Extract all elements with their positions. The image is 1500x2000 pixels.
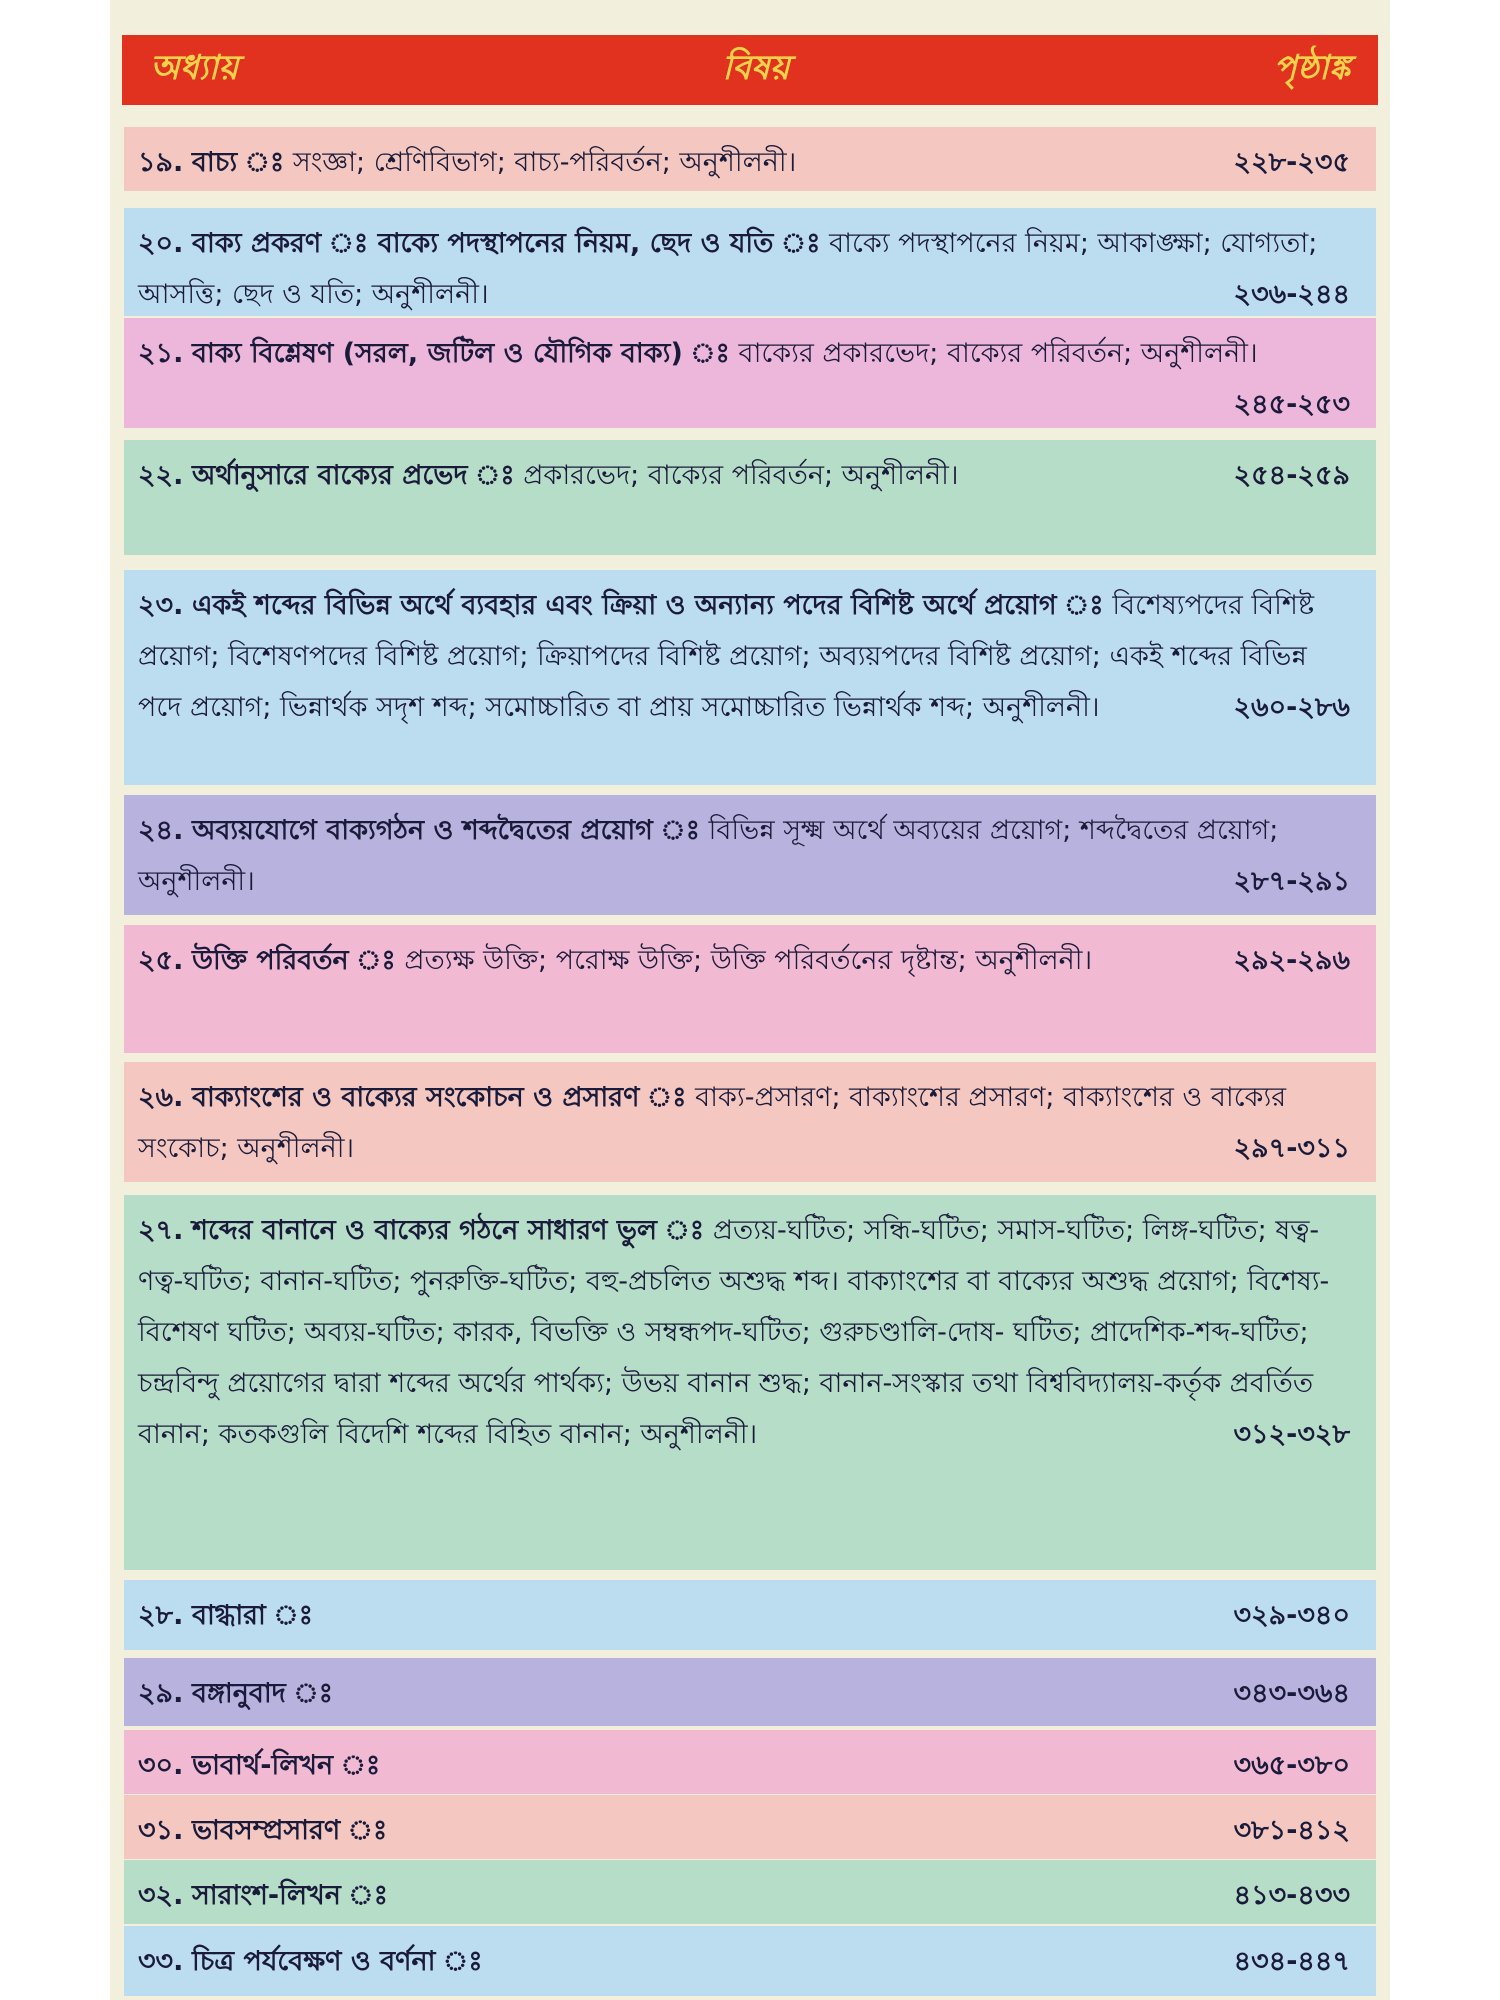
- chapter-title: শব্দের বানানে ও বাক্যের গঠনে সাধারণ ভুল ঃ: [191, 1215, 705, 1246]
- chapter-title: ভাবসম্প্রসারণ ঃ: [191, 1815, 388, 1846]
- chapter-num: ৩২.: [138, 1880, 184, 1911]
- chapter-num: ৩৩.: [138, 1946, 184, 1977]
- chapter-row-25: [124, 925, 1376, 1053]
- chapter-pages: ২৩৬-২৪৪: [1233, 279, 1350, 310]
- chapter-pages: ২৬০-২৮৬: [1233, 692, 1350, 723]
- chapter-row-30: [124, 1730, 1376, 1794]
- header-page: পৃষ্ঠাঙ্ক: [1273, 47, 1350, 88]
- chapter-pages: ২৮৭-২৯১: [1233, 866, 1350, 897]
- chapter-num: ১৯.: [138, 147, 184, 178]
- chapter-desc: বাক্য-প্রসারণ; বাক্যাংশের প্রসারণ; বাক্যাংশের ও বাক্যের সংকোচ; অনুশীলনী।: [138, 1082, 1287, 1164]
- chapter-row-27: [124, 1195, 1376, 1570]
- chapter-row-33: [124, 1926, 1376, 1996]
- chapter-row-28: [124, 1580, 1376, 1650]
- chapter-pages: ২৯৭-৩১১: [1233, 1133, 1350, 1164]
- chapter-pages: ৩৮১-৪১২: [1233, 1815, 1350, 1846]
- chapter-num: ২৭.: [138, 1215, 184, 1246]
- chapter-num: ২৪.: [138, 815, 184, 846]
- chapter-pages: ৩১২-৩২৮: [1233, 1419, 1350, 1450]
- chapter-desc: বাক্যে পদস্থাপনের নিয়ম; আকাঙ্ক্ষা; যোগ্যতা; আসত্তি; ছেদ ও যতি; অনুশীলনী।: [138, 228, 1318, 310]
- chapter-row-22: [124, 440, 1376, 555]
- chapter-title: অর্থানুসারে বাক্যের প্রভেদ ঃ: [191, 460, 515, 491]
- chapter-num: ২১.: [138, 338, 184, 369]
- chapter-row-21: [124, 318, 1376, 428]
- chapter-pages: ২৪৫-২৫৩: [1233, 389, 1350, 420]
- toc-header: [122, 35, 1378, 105]
- header-subject: বিষয়: [722, 47, 790, 88]
- chapter-row-26: [124, 1062, 1376, 1182]
- chapter-row-31: [124, 1795, 1376, 1859]
- chapter-desc: প্রত্যক্ষ উক্তি; পরোক্ষ উক্তি; উক্তি পরিবর্তনের দৃষ্টান্ত; অনুশীলনী।: [404, 945, 1093, 976]
- chapter-pages: ২২৮-২৩৫: [1233, 147, 1350, 178]
- chapter-desc: সংজ্ঞা; শ্রেণিবিভাগ; বাচ্য-পরিবর্তন; অনুশীলনী।: [292, 147, 797, 178]
- chapter-title: একই শব্দের বিভিন্ন অর্থে ব্যবহার এবং ক্রিয়া ও অন্যান্য পদের বিশিষ্ট অর্থে প্রয়োগ ঃ: [191, 590, 1104, 621]
- chapter-title: বাক্যাংশের ও বাক্যের সংকোচন ও প্রসারণ ঃ: [191, 1082, 687, 1113]
- chapter-desc: বিভিন্ন সূক্ষ্ম অর্থে অব্যয়ের প্রয়োগ; শব্দদ্বৈতের প্রয়োগ; অনুশীলনী।: [138, 815, 1279, 897]
- chapter-pages: ৪১৩-৪৩৩: [1233, 1880, 1350, 1911]
- chapter-title: অব্যয়যোগে বাক্যগঠন ও শব্দদ্বৈতের প্রয়োগ ঃ: [191, 815, 701, 846]
- chapter-num: ২২.: [138, 460, 184, 491]
- chapter-title: উক্তি পরিবর্তন ঃ: [191, 945, 396, 976]
- chapter-title: বাক্য প্রকরণ ঃ বাক্যে পদস্থাপনের নিয়ম, ছেদ ও যতি ঃ: [191, 228, 821, 259]
- chapter-row-20: [124, 208, 1376, 316]
- chapter-desc: বাক্যের প্রকারভেদ; বাক্যের পরিবর্তন; অনুশীলনী।: [738, 338, 1258, 369]
- chapter-desc: বিশেষ্যপদের বিশিষ্ট প্রয়োগ; বিশেষণপদের বিশিষ্ট প্রয়োগ; ক্রিয়াপদের বিশিষ্ট প্রয়োগ; অব্যয়পদের বিশিষ্ট প্রয়োগ; একই শব্দের বিভিন্ন পদে প্রয়োগ; ভিন্নার্থক সদৃশ শব্দ; সমোচ্চারিত বা প্রায় সমোচ্চারিত ভিন্নার্থক শব্দ; অনুশীলনী।: [138, 590, 1315, 723]
- header-chapter: অধ্যায়: [150, 47, 239, 88]
- chapter-title: বাগ্ধারা ঃ: [191, 1600, 313, 1631]
- chapter-row-29: [124, 1658, 1376, 1726]
- chapter-row-23: [124, 570, 1376, 785]
- chapter-title: ভাবার্থ-লিখন ঃ: [191, 1750, 381, 1781]
- chapter-row-32: [124, 1860, 1376, 1924]
- chapter-title: চিত্র পর্যবেক্ষণ ও বর্ণনা ঃ: [191, 1946, 483, 1977]
- chapter-num: ২৬.: [138, 1082, 184, 1113]
- chapter-desc: প্রত্যয়-ঘটিত; সন্ধি-ঘটিত; সমাস-ঘটিত; লিঙ্গ-ঘটিত; ষত্ব-ণত্ব-ঘটিত; বানান-ঘটিত; পুনরুক্তি-ঘটিত; বহু-প্রচলিত অশুদ্ধ শব্দ। বাক্যাংশের বা বাক্যের অশুদ্ধ প্রয়োগ; বিশেষ্য-বিশেষণ ঘটিত; অব্যয়-ঘটিত; কারক, বিভক্তি ও সম্বন্ধপদ-ঘটিত; গুরুচণ্ডালি-দোষ- ঘটিত; প্রাদেশিক-শব্দ-ঘটিত; চন্দ্রবিন্দু প্রয়োগের দ্বারা শব্দের অর্থের পার্থক্য; উভয় বানান শুদ্ধ; বানান-সংস্কার তথা বিশ্ববিদ্যালয়-কর্তৃক প্রবর্তিত বানান; কতকগুলি বিদেশি শব্দের বিহিত বানান; অনুশীলনী।: [138, 1215, 1330, 1450]
- chapter-title: বঙ্গানুবাদ ঃ: [191, 1678, 334, 1709]
- chapter-title: সারাংশ-লিখন ঃ: [191, 1880, 388, 1911]
- chapter-pages: ২৯২-২৯৬: [1233, 945, 1350, 976]
- chapter-pages: ৩২৯-৩৪০: [1233, 1600, 1350, 1631]
- chapter-title: বাচ্য ঃ: [191, 147, 285, 178]
- chapter-row-24: [124, 795, 1376, 915]
- toc-page: [110, 0, 1390, 2000]
- chapter-num: ২৮.: [138, 1600, 184, 1631]
- chapter-num: ২৯.: [138, 1678, 184, 1709]
- chapter-pages: ৪৩৪-৪৪৭: [1233, 1946, 1350, 1977]
- chapter-pages: ৩৬৫-৩৮০: [1233, 1750, 1350, 1781]
- chapter-row-19: [124, 127, 1376, 191]
- chapter-num: ২৫.: [138, 945, 184, 976]
- chapter-num: ২০.: [138, 228, 184, 259]
- chapter-pages: ৩৪৩-৩৬৪: [1233, 1678, 1350, 1709]
- chapter-num: ২৩.: [138, 590, 184, 621]
- chapter-num: ৩১.: [138, 1815, 184, 1846]
- chapter-pages: ২৫৪-২৫৯: [1233, 460, 1350, 491]
- chapter-title: বাক্য বিশ্লেষণ (সরল, জটিল ও যৌগিক বাক্য) ঃ: [191, 338, 730, 369]
- chapter-num: ৩০.: [138, 1750, 184, 1781]
- chapter-desc: প্রকারভেদ; বাক্যের পরিবর্তন; অনুশীলনী।: [523, 460, 959, 491]
